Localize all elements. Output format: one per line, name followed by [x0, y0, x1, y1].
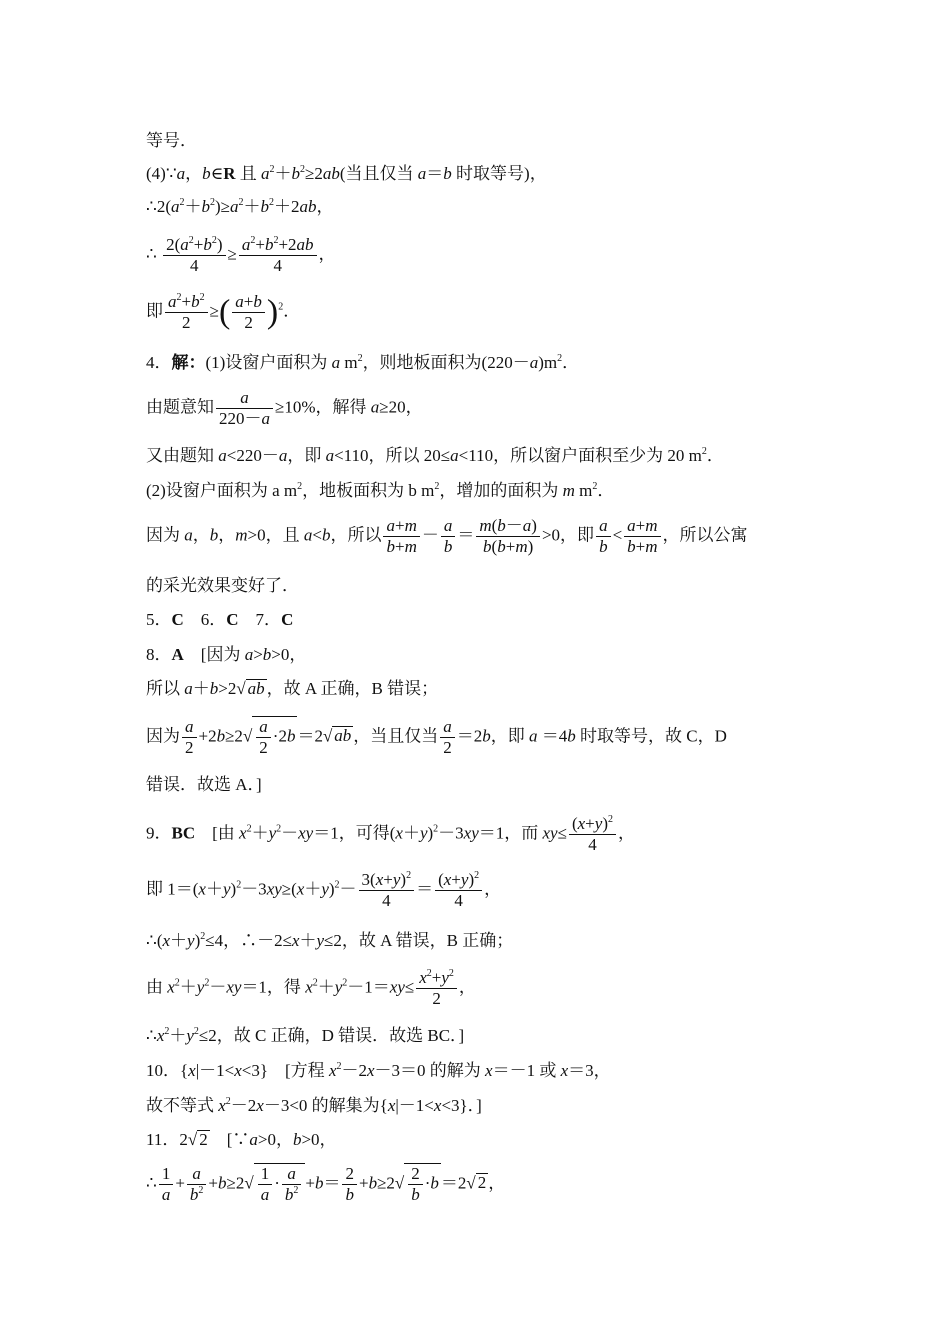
text-line: 等号． — [146, 131, 197, 150]
text-line: 又由题知 a<220－a，即 a<110，所以 20≤a<110，所以窗户面积至少为 20 $m^2$． — [146, 446, 724, 465]
text-line: 的采光效果变好了． — [146, 576, 299, 595]
text-line: 错误．故选 A．] — [146, 775, 262, 794]
math-line: 9．BC [由 $x^2+y^2-xy=1$，可得$(x+y)^2-3xy=1$，而 xy≤ $\frac{(x+y)^2}{4}$ ， — [146, 814, 635, 854]
math-line: 即 $\frac{a^2+b^2}{2}$ ≥( $\frac{a+b}{2}$ )$^2$． — [146, 292, 301, 332]
math-line: 即 $1=(x+y)^2-3xy\ge(x+y)^2-$ $\frac{3(x+y)^2}{4}$ ＝ $\frac{(x+y)^2}{4}$ ， — [146, 870, 502, 910]
text-line: 4．解：(1)设窗户面积为 a $m^2$，则地板面积为$(220-a)m^2$． — [146, 353, 580, 372]
text-line: $\therefore 2(a^2+b^2)\ge a^2+b^2+2ab$， — [146, 197, 334, 216]
math-line: 因为 $\frac{a}{2}$ +2b≥2√ $\frac{a}{2}$ ·2b ＝2√ ab ，当且仅当 $\frac{a}{2}$ ＝2b，即 a ＝4b 时取等号，故 C，D — [146, 717, 727, 757]
text-line: 5．C 6．C 7．C — [146, 610, 294, 629]
text-line: 11．2√ 2 [∵a>0，b>0， — [146, 1130, 337, 1149]
text-line: 10．{x|－1<x<3} [方程 $x^2-2x-3=0$ 的解为 x＝－1 或 x＝3， — [146, 1061, 611, 1080]
text-line: $\therefore x^2+y^2\le 2$，故 C 正确，D 错误．故选 BC．] — [146, 1026, 465, 1045]
math-line: 因为 a，b，m>0，且 a<b，所以 $\frac{a+m}{b+m}$ － $\frac{a}{b}$ ＝ $\frac{m(b-a)}{b(b+m)}$ >0，即 $\frac{a}{b}$ < $\frac{a+m}{b+m}$ ，所以公寓 — [146, 516, 748, 556]
math-line: ∴ $\frac{1}{a}$ + $\frac{a}{b^2}$ +b≥2√ $\frac{1}{a}$ · $\frac{a}{b^2}$ +b＝ $\frac{2}{b}$ +b≥2√ $\frac{2}{b}$ ·b ＝2√ 2 ， — [146, 1164, 506, 1204]
text-line: (2)设窗户面积为 a $m^2$，地板面积为 b $m^2$，增加的面积为 m $m^2$． — [146, 481, 615, 500]
math-line: 由题意知 $\frac{a}{220-a}$ ≥10%，解得 a≥20， — [146, 388, 423, 428]
math-line: 由 $x^2+y^2-xy=1$，得 $x^2+y^2-1=xy\le$ $\frac{x^2+y^2}{2}$ ， — [146, 968, 476, 1008]
text-line: (4)∵a，b∈R 且 $a^2+b^2\ge 2ab$(当且仅当 a＝b 时取等号)， — [146, 164, 547, 183]
text-line: 故不等式 $x^2-2x-3<0$ 的解集为{x|－1<x<3}．] — [146, 1096, 482, 1115]
text-line: 所以 a＋b>2√ ab ，故 A 正确，B 错误； — [146, 679, 439, 698]
text-line: $\therefore(x+y)^2\le 4$，∴－2≤x＋y≤2，故 A 错误，B 正确； — [146, 931, 514, 950]
text-line: 8．A [因为 a>b>0， — [146, 645, 307, 664]
math-line: ∴ $\frac{2(a^2+b^2)}{4}$ ≥ $\frac{a^2+b^2+2ab}{4}$ ， — [146, 235, 336, 275]
